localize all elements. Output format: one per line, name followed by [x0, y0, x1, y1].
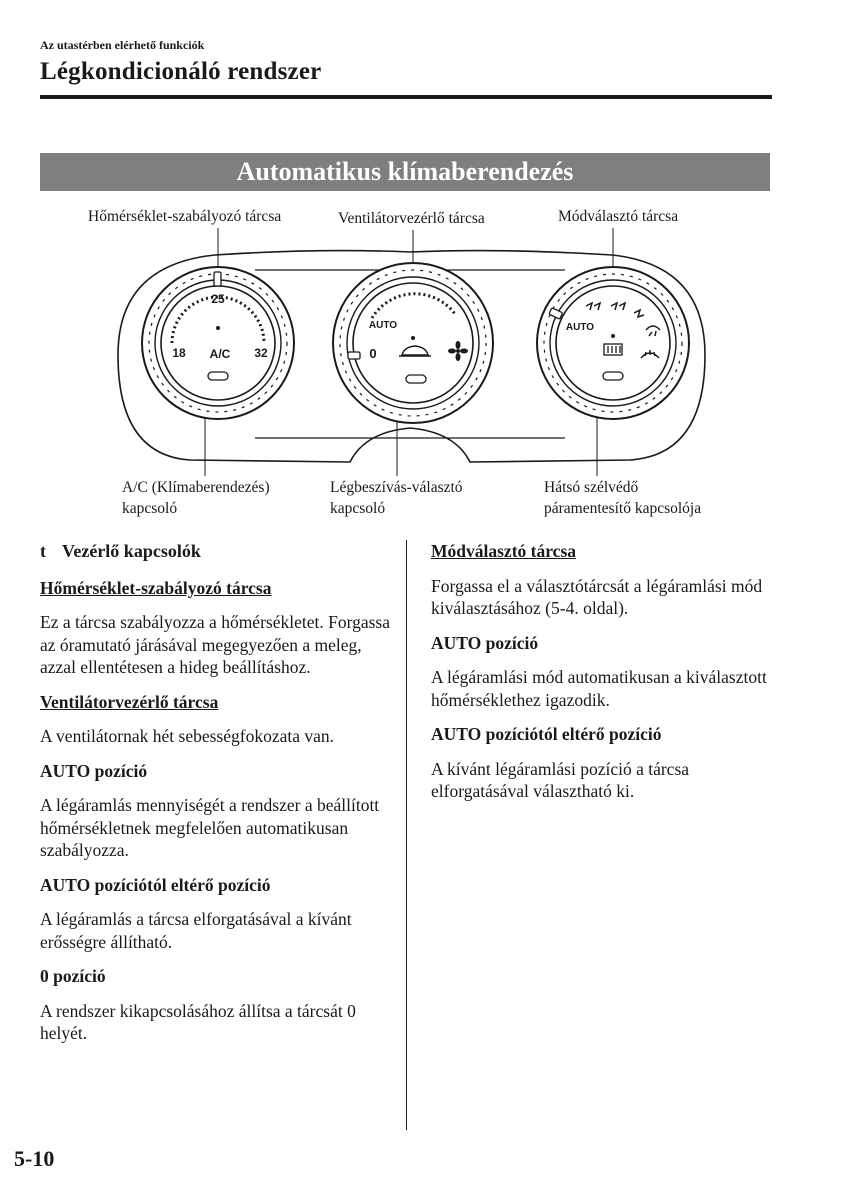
fan-dial-heading: Ventilátorvezérlő tárcsa [40, 691, 219, 712]
temperature-dial[interactable] [142, 267, 294, 419]
mode-dial-heading: Módválasztó tárcsa [431, 541, 576, 561]
intake-switch-label: Légbeszívás-választó kapcsoló [330, 479, 463, 517]
rear-defrost-label: Hátsó szélvédő páramentesítő kapcsolója [544, 479, 702, 517]
mode-auto-heading: AUTO pozíció [431, 632, 539, 653]
mode-nonauto-heading: AUTO pozíciótól eltérő pozíció [431, 724, 662, 744]
mode-dial[interactable] [537, 267, 689, 419]
page-number: 5-10 [14, 1146, 55, 1171]
mode-dial-text: Forgassa el a választótárcsát a légáramlási mód kiválasztásához (5-4. oldal). [431, 575, 763, 618]
left-column [40, 540, 392, 1057]
mode-auto-text-body: A légáramlási mód automatikusan a kiválasztott hőmérséklethez igazodik. [431, 667, 767, 710]
column-divider [406, 540, 407, 1130]
ac-text: A/C [209, 347, 231, 361]
zero-position-text: A rendszer kikapcsolásához állítsa a tárcsát 0 helyét. [40, 1000, 356, 1043]
temp-mark-25: 25 [211, 292, 225, 306]
mode-dial-label: Módválasztó tárcsa [558, 208, 679, 225]
section-banner: Automatikus klímaberendezés [40, 153, 770, 191]
page-title: Légkondicionáló rendszer [40, 58, 322, 85]
fan-dial[interactable] [333, 263, 493, 423]
fan-nonauto-heading: AUTO pozíciótól eltérő pozíció [40, 874, 271, 895]
fan-dial-text: A ventilátornak hét sebességfokozata van. [40, 726, 334, 746]
ac-switch-label: A/C (Klímaberendezés) kapcsoló [122, 479, 270, 517]
temp-mark-32: 32 [254, 346, 268, 360]
temp-dial-label: Hőmérséklet-szabályozó tárcsa [88, 208, 282, 225]
controls-heading: t Vezérlő kapcsolók [40, 541, 201, 561]
fan-auto-text: AUTO [368, 320, 398, 331]
fan-zero-text: 0 [369, 346, 377, 361]
fan-dial-label: Ventilátorvezérlő tárcsa [338, 210, 485, 227]
fan-auto-text-body: A légáramlás mennyiségét a rendszer a beállított hőmérsékletnek megfelelően automatikusan szabályozza. [40, 795, 380, 860]
temp-mark-18: 18 [172, 346, 186, 360]
right-column [431, 540, 771, 815]
mode-nonauto-text: A kívánt légáramlási pozíció a tárcsa elforgatásával választható ki. [431, 758, 690, 801]
section-bullet: t [40, 541, 46, 561]
mode-auto-text: AUTO [565, 322, 595, 333]
temp-dial-text: Ez a tárcsa szabályozza a hőmérsékletet. Forgassa az óramutató járásával megegyezően a meleg, azzal ellentétesen a hideg beállításhoz. [40, 612, 390, 677]
climate-control-diagram [0, 0, 845, 540]
zero-position-heading: 0 pozíció [40, 966, 106, 986]
section-label: Az utastérben elérhető funkciók [40, 38, 205, 52]
fan-nonauto-text: A légáramlás a tárcsa elforgatásával a kívánt erősségre állítható. [40, 909, 352, 952]
temp-dial-heading: Hőmérséklet-szabályozó tárcsa [40, 577, 272, 598]
fan-auto-heading: AUTO pozíció [40, 760, 148, 781]
